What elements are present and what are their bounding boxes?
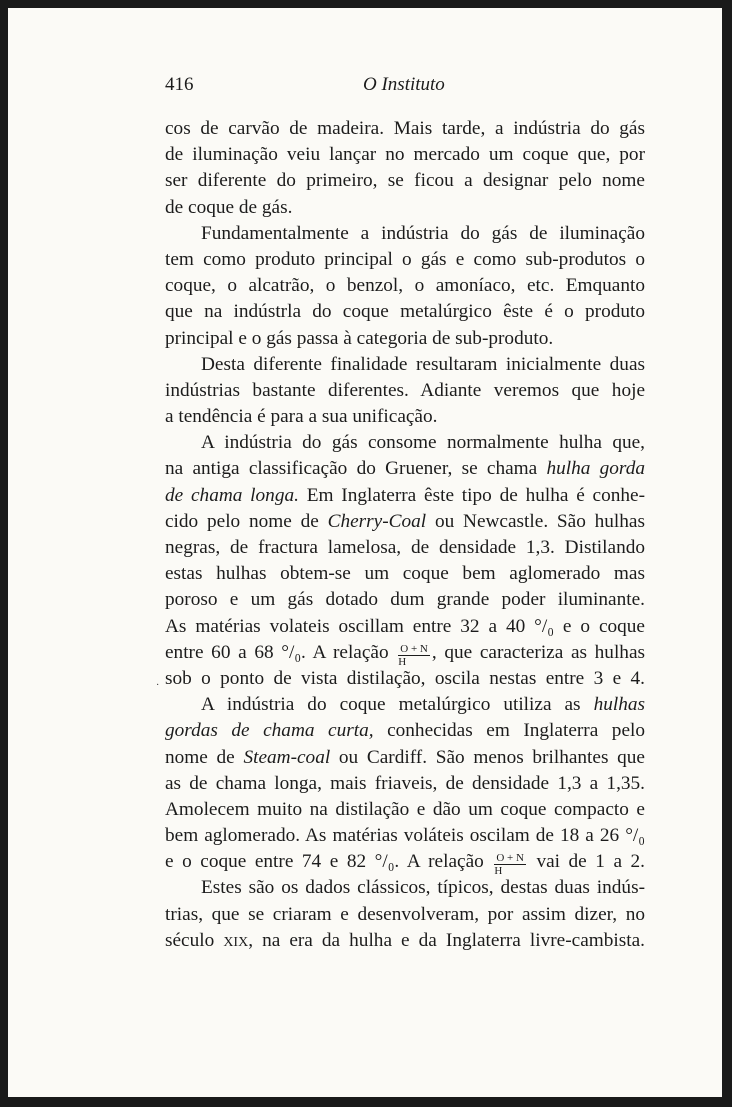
text-line: a tendência é para a sua unificação. [165, 406, 438, 428]
text-line: sob o ponto de vista distilação, oscila nestas entre 3 e 4. [165, 667, 645, 689]
text-line: As matérias volateis oscillam entre 32 a 40 °/₀ e o coque [165, 615, 645, 637]
text-line: e o coque entre 74 e 82 °/₀. A relação $\frac{O + N}{H}$ vai de 1 a 2. [165, 851, 645, 878]
text-line: negras, de fractura lamelosa, de densidade 1,3. Distilando [165, 537, 645, 558]
text-line: tem como produto principal o gás e como sub-produtos o [165, 248, 645, 270]
text-line: século xix, na era da hulha e da Inglaterra livre-cambista. [165, 929, 645, 951]
text-line: Fundamentalmente a indústria do gás de iluminação [201, 222, 645, 244]
text-line: bem aglomerado. As matérias voláteis oscilam de 18 a 26 °/₀ [165, 825, 645, 847]
text-line: estas hulhas obtem-se um coque bem aglomerado mas [165, 563, 645, 585]
running-title: O Instituto [363, 74, 445, 95]
text-line: cos de carvão de madeira. Mais tarde, a indústria do gás [165, 118, 645, 139]
text-line: Desta diferente finalidade resultaram inicialmente duas [201, 353, 645, 375]
text-line: Estes são os dados clássicos, típicos, destas duas indús- [201, 877, 645, 899]
text-line: nome de Steam-coal ou Cardiff. São menos brilhantes que [165, 746, 645, 768]
text-line: A indústria do gás consome normalmente hulha que, [201, 432, 645, 454]
text-line: poroso e um gás dotado dum grande poder iluminante. [165, 589, 645, 611]
margin-mark: · [156, 680, 160, 691]
text-line: de chama longa. Em Inglaterra êste tipo de hulha é conhe- [165, 484, 646, 506]
text-line: as de chama longa, mais friaveis, de densidade 1,3 a 1,35. [165, 772, 645, 794]
body-text [165, 116, 645, 954]
ratio-fraction: $\frac{O + N}{H}$ [494, 852, 524, 878]
running-header [165, 74, 645, 98]
ratio-fraction: $\frac{O + N}{H}$ [398, 642, 428, 668]
book-page [8, 8, 722, 1097]
text-line: coque, o alcatrão, o benzol, o amoníaco, etc. Emquanto [165, 275, 645, 297]
text-line: que na indústrla do coque metalúrgico êste é o produto [165, 301, 645, 323]
text-line: Amolecem muito na distilação e dão um coque compacto e [165, 798, 645, 820]
text-line: de iluminação veiu lançar no mercado um coque que, por [165, 144, 645, 166]
text-line: principal e o gás passa à categoria de sub-produto. [165, 327, 554, 349]
text-line: entre 60 a 68 °/₀. A relação $\frac{O + N}{H}$ , que caracteriza as hulhas [165, 641, 646, 668]
text-line: ser diferente do primeiro, se ficou a designar pelo nome [165, 170, 645, 192]
text-line: gordas de chama curta, conhecidas em Inglaterra pelo [165, 720, 646, 742]
page-number: 416 [165, 74, 194, 95]
text-line: cido pelo nome de Cherry-Coal ou Newcastle. São hulhas [165, 510, 645, 532]
text-line: A indústria do coque metalúrgico utiliza as hulhas [201, 694, 645, 716]
text-line: na antiga classificação do Gruener, se chama hulha gorda [165, 458, 645, 480]
text-line: indústrias bastante diferentes. Adiante veremos que hoje [165, 379, 645, 401]
text-line: trias, que se criaram e desenvolveram, por assim dizer, no [165, 903, 645, 925]
text-line: de coque de gás. [165, 196, 293, 218]
